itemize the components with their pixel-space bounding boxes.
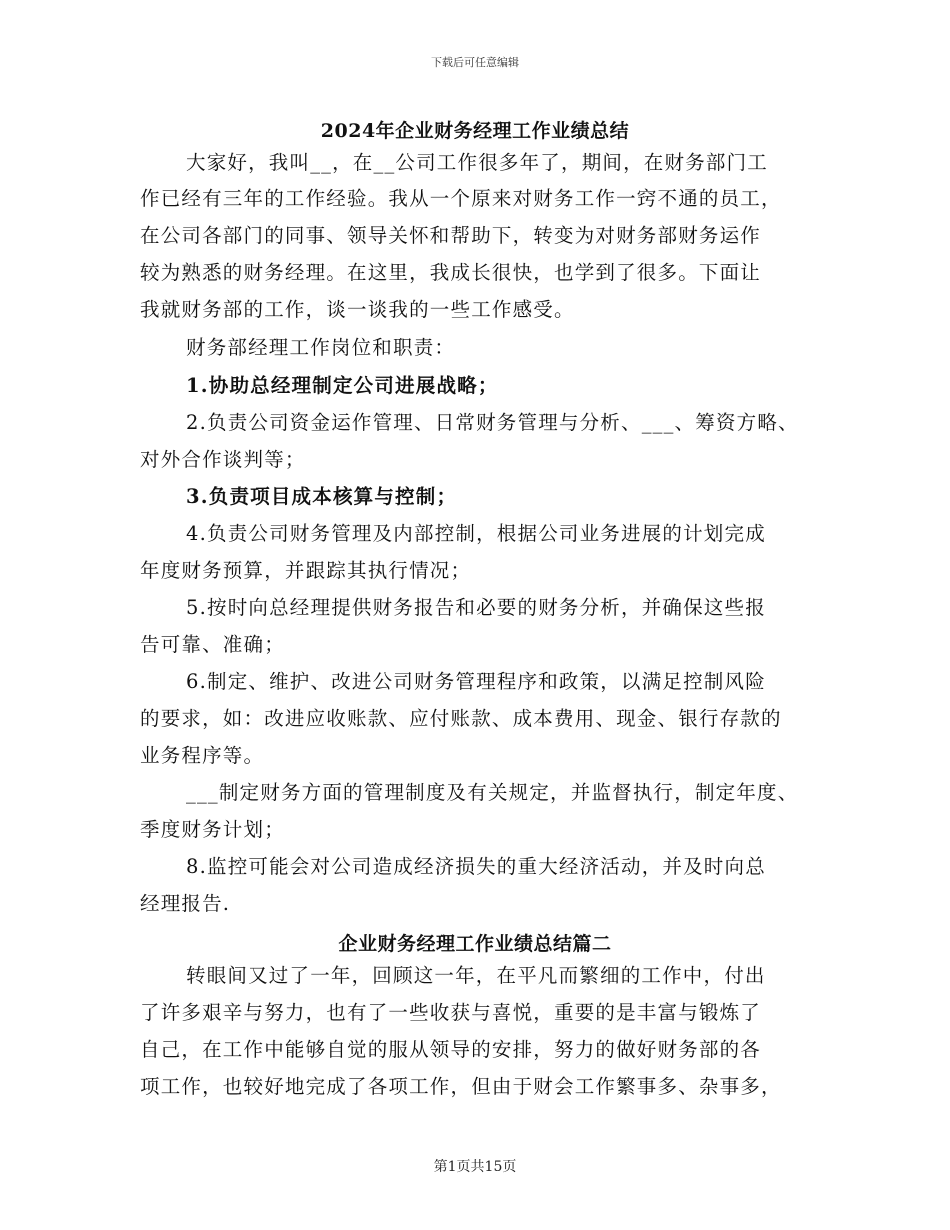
list-item-continuation: 季度财务计划； [140, 818, 285, 841]
list-item: 4.负责公司财务管理及内部控制，根据公司业务进展的计划完成 [186, 522, 766, 545]
paragraph-line: 我就财务部的工作，谈一谈我的一些工作感受。 [140, 298, 575, 321]
list-item-continuation: 告可靠、准确； [140, 633, 285, 656]
list-item-bold: 1.协助总经理制定公司进展战略； [186, 374, 499, 397]
paragraph-line: 财务部经理工作岗位和职责： [186, 336, 456, 359]
list-item: 6.制定、维护、改进公司财务管理程序和政策，以满足控制风险 [186, 670, 766, 693]
header-note: 下载后可任意编辑 [431, 56, 519, 69]
list-item: 2.负责公司资金运作管理、日常财务管理与分析、___、筹资方略、 [186, 411, 799, 434]
list-item-continuation: 经理报告. [140, 892, 231, 915]
paragraph-line: 项工作，也较好地完成了各项工作，但由于财会工作繁事多、杂事多， [140, 1075, 782, 1098]
list-item-bold: 3.负责项目成本核算与控制； [186, 485, 458, 508]
list-item-continuation: 年度财务预算，并跟踪其执行情况； [140, 559, 472, 582]
document-title: 2024年企业财务经理工作业绩总结 [320, 120, 630, 142]
list-item: ___制定财务方面的管理制度及有关规定，并监督执行，制定年度、 [186, 781, 799, 804]
paragraph-line: 大家好，我叫__，在__公司工作很多年了，期间，在财务部门工 [186, 151, 769, 174]
paragraph-line: 自己，在工作中能够自觉的服从领导的安排，努力的做好财务部的各 [140, 1038, 762, 1061]
paragraph-line: 较为熟悉的财务经理。在这里，我成长很快，也学到了很多。下面让 [140, 261, 762, 284]
list-item-continuation: 业务程序等。 [140, 744, 265, 767]
list-item-continuation: 对外合作谈判等； [140, 448, 306, 471]
paragraph-line: 了许多艰辛与努力，也有了一些收获与喜悦，重要的是丰富与锻炼了 [140, 1001, 762, 1024]
list-item: 5.按时向总经理提供财务报告和必要的财务分析，并确保这些报 [186, 596, 766, 619]
paragraph-line: 在公司各部门的同事、领导关怀和帮助下，转变为对财务部财务运作 [140, 224, 762, 247]
page-footer: 第1页共15页 [433, 1159, 517, 1175]
paragraph-line: 转眼间又过了一年，回顾这一年，在平凡而繁细的工作中，付出 [186, 964, 766, 987]
list-item-continuation: 的要求，如：改进应收账款、应付账款、成本费用、现金、银行存款的 [140, 707, 782, 730]
section-title: 企业财务经理工作业绩总结篇二 [338, 933, 612, 955]
paragraph-line: 作已经有三年的工作经验。我从一个原来对财务工作一窍不通的员工， [140, 187, 782, 210]
list-item: 8.监控可能会对公司造成经济损失的重大经济活动，并及时向总 [186, 855, 766, 878]
